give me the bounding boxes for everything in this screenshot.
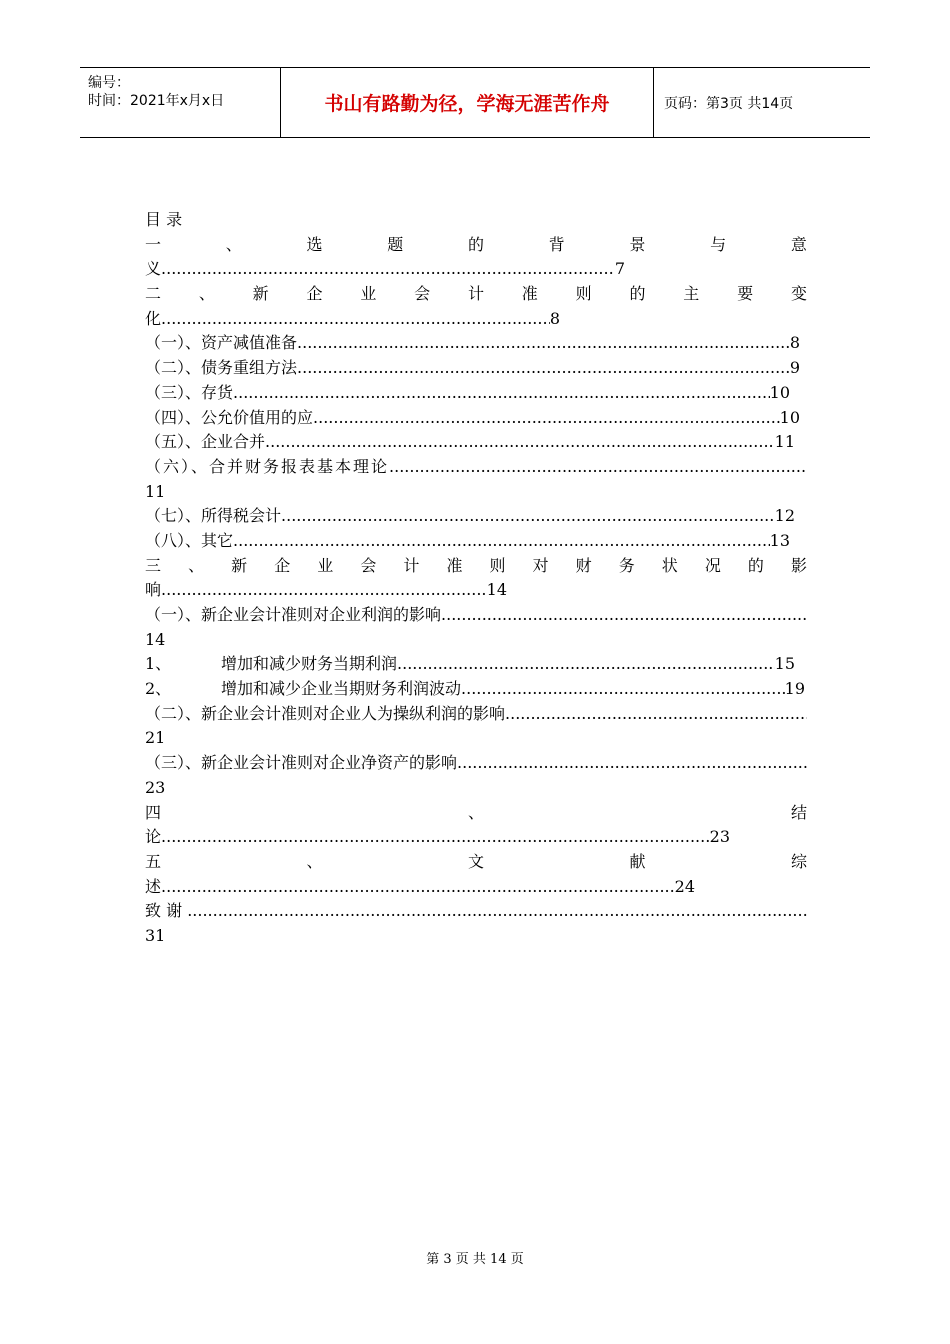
time-label: 时间：2021年x月x日 xyxy=(88,93,225,109)
toc-section-2-line2 xyxy=(145,307,560,332)
toc-item-label: （一）、资产减值准备 xyxy=(145,333,298,353)
toc-item-label: （三）、新企业会计准则对企业净资产的影响 xyxy=(145,753,458,773)
toc-heading-char: 新 xyxy=(252,284,269,304)
toc-heading-char: 题 xyxy=(387,234,404,254)
toc-heading-char: 计 xyxy=(403,555,420,575)
toc-item xyxy=(145,702,807,727)
page-footer: 第 3 页 共 14 页 xyxy=(426,1252,524,1267)
toc-heading-char: 准 xyxy=(446,555,463,575)
toc-heading-char: 综 xyxy=(790,851,807,871)
toc-subitem-label: 增加和减少企业当期财务利润波动 xyxy=(221,679,462,699)
toc-section-3-line1 xyxy=(145,554,807,579)
toc-item-label: （一）、新企业会计准则对企业利润的影响 xyxy=(145,605,442,624)
toc-heading-char: 文 xyxy=(467,851,484,871)
toc-item xyxy=(145,455,807,480)
toc-item xyxy=(145,529,790,554)
toc-subitem-page: 19 xyxy=(784,679,805,699)
toc-section-2-page: 8 xyxy=(549,308,560,328)
toc-heading-char: 则 xyxy=(489,555,506,575)
toc-section-1-line1 xyxy=(145,233,807,258)
toc-section-5-line2 xyxy=(145,875,695,900)
header-motto: 书山有路勤为径，学海无涯苦作舟 xyxy=(281,68,654,137)
toc-item-page: 9 xyxy=(789,358,800,378)
number-label: 编号： xyxy=(88,75,130,91)
toc-item xyxy=(145,504,795,529)
toc-heading-char: 业 xyxy=(317,555,334,575)
toc-subitem-number: 2、 xyxy=(145,679,172,699)
toc-item-label: （七）、所得税会计 xyxy=(145,506,282,526)
toc-heading-char: 、 xyxy=(188,555,205,575)
toc-item xyxy=(145,356,800,381)
toc-item-page: 13 xyxy=(769,530,790,550)
toc-item xyxy=(145,603,807,628)
toc-item-page-wrap: 11 xyxy=(145,481,166,501)
toc-heading-char: 景 xyxy=(629,234,646,254)
toc-heading-char: 一 xyxy=(145,234,162,254)
toc-section-5-page: 24 xyxy=(674,876,695,896)
toc-subitem xyxy=(145,652,795,677)
toc-heading-char: 新 xyxy=(231,555,248,575)
toc-heading-char: 五 xyxy=(145,851,162,871)
toc-item-page-wrap: 21 xyxy=(145,728,166,748)
toc-heading-char: 的 xyxy=(629,284,646,304)
toc-item xyxy=(145,406,800,431)
toc-item-page: 10 xyxy=(779,407,800,427)
toc-ack-label: 致 谢 xyxy=(145,901,188,921)
toc-heading-char: 与 xyxy=(710,234,727,254)
toc-heading-char: 要 xyxy=(737,284,754,304)
toc-item-page: 12 xyxy=(774,506,795,526)
toc-heading-char: 企 xyxy=(306,284,323,304)
toc-heading-char: 准 xyxy=(521,284,538,304)
toc-item-label: （二）、债务重组方法 xyxy=(145,358,298,378)
toc-heading-char: 的 xyxy=(467,234,484,254)
toc-item-label: （四）、公允价值用的应 xyxy=(145,407,314,427)
toc-heading-char: 影 xyxy=(790,555,807,575)
toc-heading-char: 务 xyxy=(618,555,635,575)
toc-section-2-line1 xyxy=(145,282,807,307)
header-page-info: 页码：第3页 共14页 xyxy=(664,95,794,112)
toc-heading-char: 主 xyxy=(683,284,700,304)
toc-item-label: （五）、企业合并 xyxy=(145,432,266,452)
toc-heading-char: 状 xyxy=(661,555,678,575)
toc-heading-char: 则 xyxy=(575,284,592,304)
toc-heading-char: 、 xyxy=(467,802,484,822)
toc-section-4-tail: 论 xyxy=(145,827,162,847)
toc-heading-char: 会 xyxy=(360,555,377,575)
toc-subitem-number: 1、 xyxy=(145,654,172,674)
toc-heading-char: 、 xyxy=(306,851,323,871)
toc-item-page: 10 xyxy=(769,382,790,402)
toc-section-1-line2 xyxy=(145,257,625,282)
toc-item xyxy=(145,381,790,406)
toc-heading-char: 三 xyxy=(145,555,162,575)
toc-item-label: （三）、存货 xyxy=(145,382,234,402)
toc-item-label: （六）、合并财务报表基本理论 xyxy=(145,456,390,476)
toc-heading-char: 计 xyxy=(467,284,484,304)
toc-heading-char: 意 xyxy=(790,234,807,254)
header-meta xyxy=(80,68,281,137)
toc-section-3-page: 14 xyxy=(486,580,507,600)
toc-section-5-tail: 述 xyxy=(145,876,162,896)
toc-heading-char: 献 xyxy=(629,851,646,871)
table-of-contents xyxy=(145,208,807,949)
toc-item xyxy=(145,751,807,776)
toc-item-page: 11 xyxy=(774,432,795,452)
toc-title: 目 录 xyxy=(145,210,183,229)
toc-heading-char: 的 xyxy=(747,555,764,575)
toc-item-page: 8 xyxy=(789,333,800,353)
toc-heading-char: 背 xyxy=(548,234,565,254)
toc-section-1-tail: 义 xyxy=(145,259,162,279)
toc-heading-char: 会 xyxy=(414,284,431,304)
toc-subitem-page: 15 xyxy=(774,654,795,674)
toc-heading-char: 四 xyxy=(145,802,162,822)
toc-heading-char: 财 xyxy=(575,555,592,575)
toc-heading-char: 对 xyxy=(532,555,549,575)
toc-heading-char: 企 xyxy=(274,555,291,575)
toc-heading-char: 二 xyxy=(145,284,162,304)
toc-heading-char: 变 xyxy=(790,284,807,304)
toc-item-label: （二）、新企业会计准则对企业人为操纵利润的影响 xyxy=(145,703,506,723)
toc-item xyxy=(145,430,795,455)
toc-heading-char: 、 xyxy=(225,234,242,254)
toc-section-3-line2 xyxy=(145,578,507,603)
toc-section-1-page: 7 xyxy=(614,259,625,279)
toc-item xyxy=(145,331,800,356)
toc-heading-char: 业 xyxy=(360,284,377,304)
page-header xyxy=(80,67,870,138)
toc-heading-char: 况 xyxy=(704,555,721,575)
toc-item-page-wrap: 14 xyxy=(145,629,166,649)
toc-section-5-line1 xyxy=(145,850,807,875)
toc-heading-char: 、 xyxy=(198,284,215,304)
toc-item-label: （八）、其它 xyxy=(145,530,234,550)
toc-section-4-page: 23 xyxy=(709,827,730,847)
toc-section-3-tail: 响 xyxy=(145,580,162,600)
toc-ack-page: 31 xyxy=(145,925,166,945)
toc-subitem-label: 增加和减少财务当期利润 xyxy=(221,654,398,674)
toc-section-4-line1 xyxy=(145,801,807,826)
toc-acknowledgements xyxy=(145,899,807,924)
toc-subitem xyxy=(145,677,805,702)
toc-heading-char: 结 xyxy=(790,802,807,822)
toc-section-4-line2 xyxy=(145,825,730,850)
toc-item-page-wrap: 23 xyxy=(145,777,166,797)
toc-heading-char: 选 xyxy=(306,234,323,254)
toc-section-2-tail: 化 xyxy=(145,308,162,328)
